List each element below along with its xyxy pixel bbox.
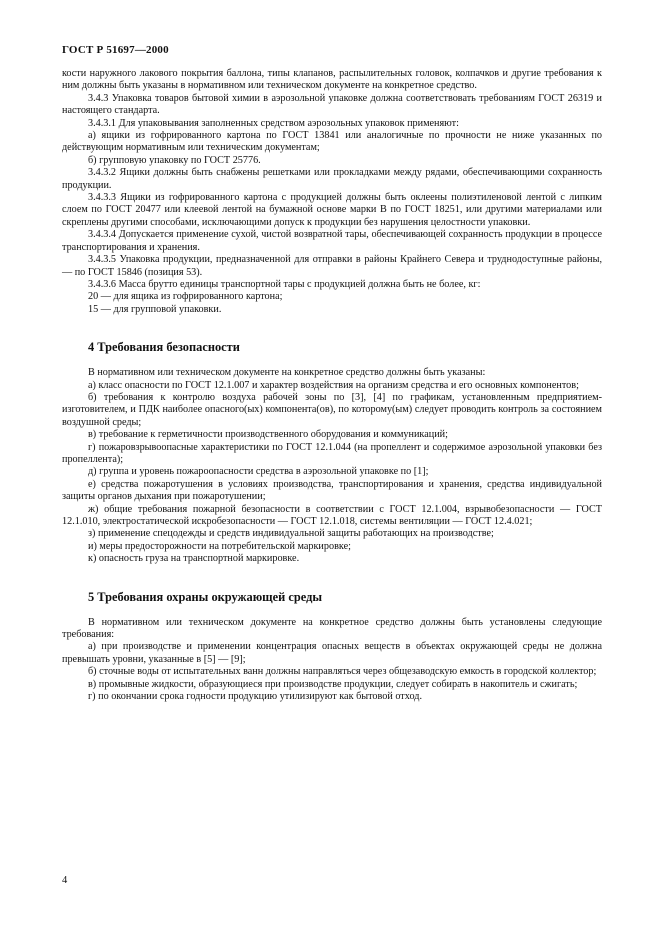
list-item: г) по окончании срока годности продукцию утилизируют как бытовой отход.	[88, 691, 422, 703]
list-item: б) требования к контролю воздуха рабочей зоны по [3], [4] по графикам, установленным предприятием-изготовителем, и ПДК наиболее опасного(ых) компонента(ов), по которому(ым) следует проводить контроль за состоянием воздушной среды;	[62, 391, 602, 428]
paragraph: В нормативном или техническом документе на конкретное средство должны быть указаны:	[88, 367, 486, 379]
paragraph: 3.4.3 Упаковка товаров бытовой химии в аэрозольной упаковке должна соответствовать требованиям ГОСТ 26319 и настоящего стандарта.	[62, 92, 602, 117]
paragraph: б) групповую упаковку по ГОСТ 25776.	[88, 154, 261, 166]
list-item: е) средства пожаротушения в условиях производства, транспортирования и хранения, средства индивидуальной защиты органов дыхания при пожаротушении;	[62, 478, 602, 503]
paragraph: 3.4.3.2 Ящики должны быть снабжены решетками или прокладками между рядами, обеспечивающими сохранность продукции.	[62, 167, 602, 191]
list-item: з) применение спецодежды и средств индивидуальной защиты работающих на производстве;	[88, 528, 494, 540]
list-item: к) опасность груза на транспортной маркировке.	[88, 553, 300, 565]
list-item: в) требование к герметичности производственного оборудования и коммуникаций;	[88, 429, 448, 441]
document-header: ГОСТ Р 51697—2000	[62, 44, 169, 56]
paragraph: В нормативном или техническом документе на конкретное средство должны быть установлены следующие требования:	[62, 616, 602, 641]
list-item: г) пожаровзрывоопасные характеристики по ГОСТ 12.1.044 (на пропеллент и содержимое аэрозольной упаковки без пропеллента);	[62, 441, 602, 465]
list-item: ж) общие требования пожарной безопасности в соответствии с ГОСТ 12.1.004, взрывобезопасности — ГОСТ 12.1.010, электростатической искробезопасности — ГОСТ 12.1.018, системы вентиляции — ГОСТ 12.4.021;	[62, 503, 602, 527]
intro-block	[62, 68, 602, 316]
document-page	[62, 44, 602, 703]
list-item: а) класс опасности по ГОСТ 12.1.007 и характер воздействия на организм средства и его основных компонентов;	[88, 379, 579, 391]
paragraph: 20 — для ящика из гофрированного картона;	[88, 291, 283, 303]
list-item: и) меры предосторожности на потребительской маркировке;	[88, 540, 351, 552]
paragraph: 3.4.3.3 Ящики из гофрированного картона с продукцией должны быть оклеены полиэтиленовой лентой с липким слоем по ГОСТ 20477 или клеевой лентой на бумажной основе марки В по ГОСТ 18251, или другими материалами или скреплены другими способами, исключающими допуск к продукции без нарушения целостности упаковки.	[62, 192, 602, 228]
paragraph: кости наружного лакового покрытия баллона, типы клапанов, распылительных головок, колпачков и другие требования к ним должны быть указаны в нормативном или техническом документе на конкретное средство.	[62, 68, 602, 92]
paragraph: а) ящики из гофрированного картона по ГОСТ 13841 или аналогичные по прочности не ниже указанных по действующим нормативным или техническим документам;	[62, 130, 602, 154]
paragraph: 3.4.3.6 Масса брутто единицы транспортной тары с продукцией должна быть не более, кг:	[88, 278, 481, 290]
paragraph: 3.4.3.1 Для упаковывания заполненных средством аэрозольных упаковок применяют:	[88, 117, 459, 129]
list-item: б) сточные воды от испытательных ванн должны направляться через общезаводскую емкость в городской коллектор;	[88, 666, 597, 678]
list-item: д) группа и уровень пожароопасности средства в аэрозольной упаковке по [1];	[88, 466, 429, 478]
section-4-title: 4 Требования безопасности	[88, 340, 240, 355]
section-4-body	[62, 367, 602, 566]
list-item: в) промывные жидкости, образующиеся при производстве продукции, следует собирать в накопитель и сжигать;	[88, 678, 578, 690]
page-number: 4	[62, 875, 68, 886]
section-5-title: 5 Требования охраны окружающей среды	[88, 589, 323, 604]
paragraph: 15 — для групповой упаковки.	[88, 303, 222, 315]
paragraph: 3.4.3.4 Допускается применение сухой, чистой возвратной тары, обеспечивающей сохранность продукции в процессе транспортирования и хранения.	[62, 229, 602, 253]
section-5-body	[62, 617, 602, 704]
paragraph: 3.4.3.5 Упаковка продукции, предназначенной для отправки в районы Крайнего Севера и труднодоступные районы, — по ГОСТ 15846 (позиция 53).	[62, 254, 602, 278]
list-item: а) при производстве и применении концентрация опасных веществ в объектах окружающей среды не должна превышать уровни, указанные в [5] — [9];	[62, 641, 602, 665]
